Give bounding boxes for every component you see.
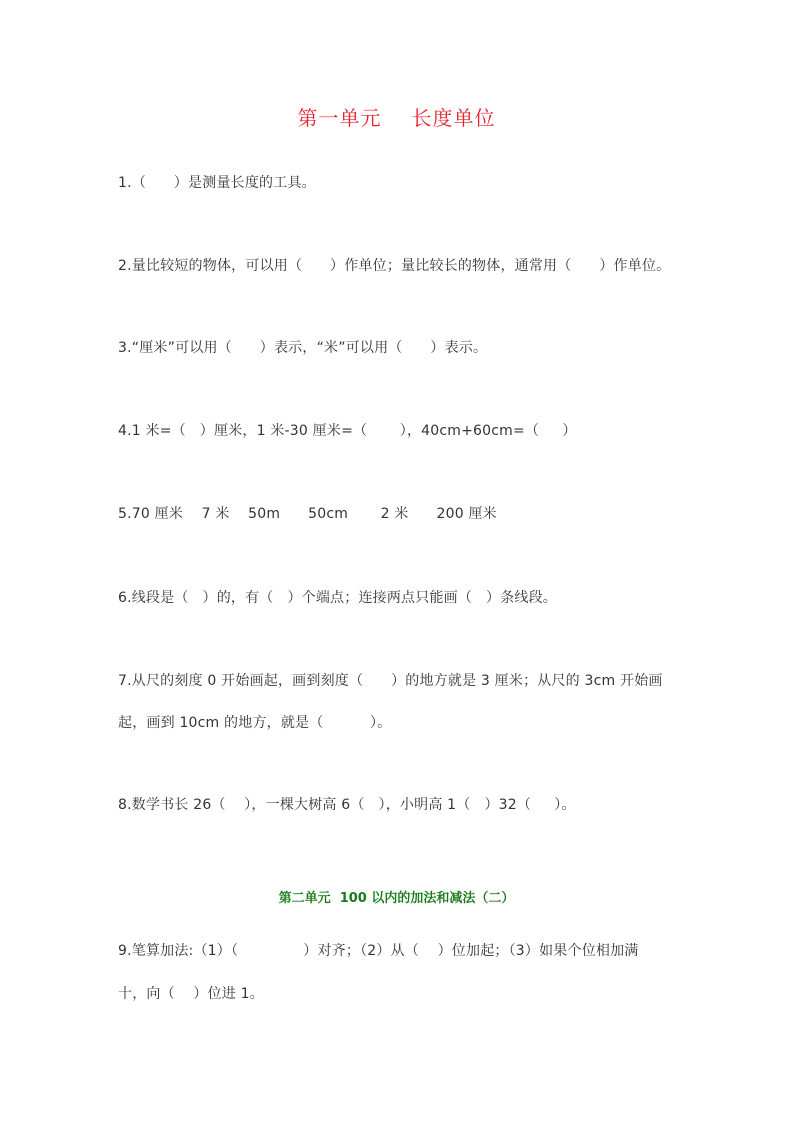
question-6: 6.线段是（ ）的，有（ ）个端点；连接两点只能画（ ）条线段。 — [118, 590, 558, 606]
unit-1-label: 第一单元 — [297, 106, 382, 130]
unit-1-topic: 长度单位 — [411, 106, 496, 130]
question-2: 2.量比较短的物体，可以用（ ）作单位；量比较长的物体，通常用（ ）作单位。 — [118, 258, 671, 274]
unit-2-title: 第二单元 100 以内的加法和减法（二） — [278, 891, 515, 906]
question-9-line-2: 十，向（ ）位进 1。 — [118, 986, 264, 1002]
question-8: 8.数学书长 26（ ），一棵大树高 6（ ），小明高 1（ ）32（ ）。 — [118, 797, 576, 813]
question-4: 4.1 米=（ ）厘米，1 米-30 厘米=（ ），40cm+60cm=（ ） — [118, 423, 577, 439]
question-3: 3.“厘米”可以用（ ）表示，“米”可以用（ ）表示。 — [118, 340, 488, 356]
question-1: 1.（ ）是测量长度的工具。 — [118, 175, 316, 191]
question-7-line-1: 7.从尺的刻度 0 开始画起，画到刻度（ ）的地方就是 3 厘米；从尺的 3cm 开始画 — [118, 673, 663, 689]
question-9-line-1: 9.笔算加法:（1）（ ）对齐；（2）从（ ）位加起；（3）如果个位相加满 — [118, 943, 639, 959]
question-7-line-2: 起，画到 10cm 的地方，就是（ ）。 — [118, 715, 392, 731]
unit-1-title — [0, 102, 793, 131]
question-5: 5.70 厘米 7 米 50m 50cm 2 米 200 厘米 — [118, 506, 497, 522]
